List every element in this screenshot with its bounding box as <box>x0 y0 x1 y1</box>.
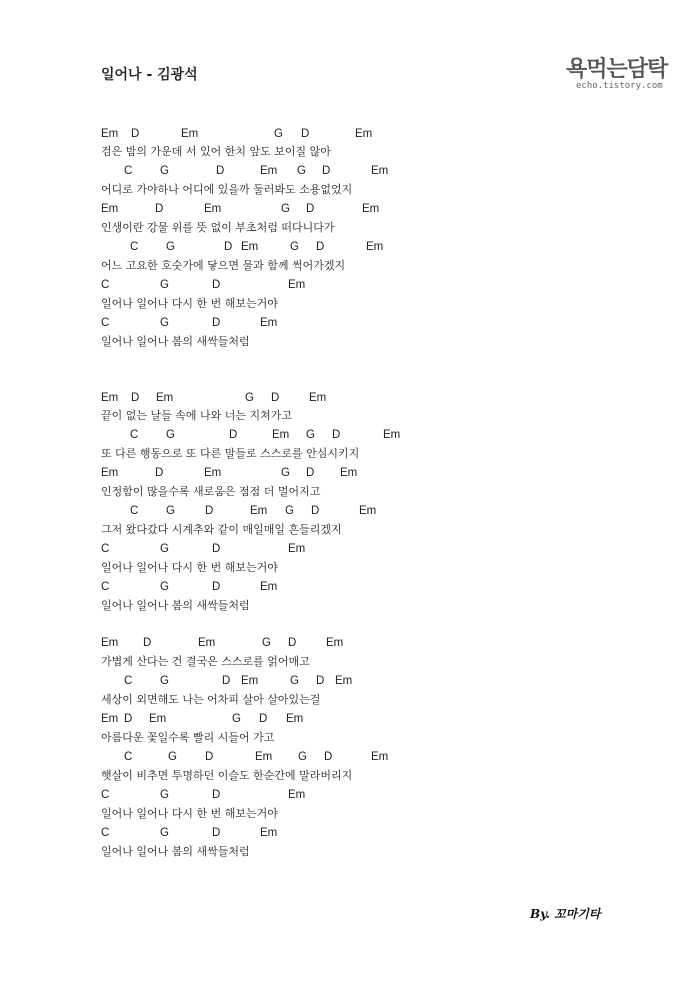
lyric-line: 일어나 일어나 봄의 새싹들처럼 <box>101 845 250 858</box>
chord-symbol: Em <box>359 505 377 517</box>
chord-symbol: G <box>160 827 169 839</box>
chord-symbol: D <box>271 392 280 404</box>
chord-symbol: G <box>290 675 299 687</box>
lyric-line: 세상이 외면해도 나는 어차피 살아 살아있는걸 <box>101 693 321 706</box>
chord-symbol: Em <box>288 543 306 555</box>
chord-symbol: D <box>316 241 325 253</box>
chord-symbol: G <box>160 317 169 329</box>
chord-symbol: Em <box>326 637 344 649</box>
author-signature: By. 꼬마기타 <box>530 907 601 921</box>
chord-symbol: G <box>166 505 175 517</box>
chord-symbol: G <box>285 505 294 517</box>
lyric-line: 끝이 없는 날들 속에 나와 너는 지쳐가고 <box>101 409 292 422</box>
chord-symbol: G <box>232 713 241 725</box>
chord-symbol: C <box>101 279 110 291</box>
chord-symbol: D <box>212 581 221 593</box>
chord-symbol: G <box>306 429 315 441</box>
chord-symbol: D <box>301 128 310 140</box>
chord-symbol: C <box>130 241 139 253</box>
chord-symbol: D <box>131 392 140 404</box>
chord-symbol: Em <box>101 467 119 479</box>
chord-symbol: Em <box>309 392 327 404</box>
lyric-line: 가볍게 산다는 건 결국은 스스로를 얽어매고 <box>101 655 310 668</box>
chord-symbol: Em <box>383 429 401 441</box>
chord-symbol: C <box>101 581 110 593</box>
chord-symbol: C <box>101 543 110 555</box>
chord-symbol: G <box>160 165 169 177</box>
chord-symbol: Em <box>181 128 199 140</box>
chord-symbol: Em <box>255 751 273 763</box>
lyric-line: 아름다운 꽃일수록 빨리 시들어 가고 <box>101 731 275 744</box>
chord-symbol: G <box>166 241 175 253</box>
chord-symbol: Em <box>204 467 222 479</box>
chord-symbol: D <box>322 165 331 177</box>
chord-symbol: D <box>222 675 231 687</box>
chord-symbol: D <box>259 713 268 725</box>
song-title: 일어나 - 김광석 <box>101 67 198 83</box>
chord-symbol: Em <box>101 392 119 404</box>
chord-symbol: G <box>281 467 290 479</box>
lyric-line: 또 다른 행동으로 또 다른 말들로 스스로를 안심시키지 <box>101 447 360 460</box>
lyric-line: 인정함이 많을수록 새로움은 점점 더 멀어지고 <box>101 485 321 498</box>
chord-symbol: Em <box>204 203 222 215</box>
logo-text: 욕먹는담탁 <box>566 57 668 82</box>
chord-symbol: C <box>124 675 133 687</box>
chord-symbol: G <box>274 128 283 140</box>
chord-symbol: C <box>124 165 133 177</box>
chord-symbol: Em <box>260 165 278 177</box>
chord-symbol: D <box>316 675 325 687</box>
chord-symbol: G <box>281 203 290 215</box>
chord-symbol: D <box>212 279 221 291</box>
chord-symbol: C <box>101 827 110 839</box>
chord-symbol: D <box>311 505 320 517</box>
chord-symbol: D <box>124 713 133 725</box>
chord-symbol: D <box>205 505 214 517</box>
chord-symbol: Em <box>288 789 306 801</box>
lyric-line: 어느 고요한 호숫가에 닿으면 물과 함께 썩어가겠지 <box>101 259 346 272</box>
chord-symbol: G <box>245 392 254 404</box>
chord-symbol: Em <box>260 317 278 329</box>
blog-logo <box>566 52 668 98</box>
logo-url: echo.tistory.com <box>576 81 663 91</box>
chord-symbol: D <box>332 429 341 441</box>
chord-symbol: Em <box>250 505 268 517</box>
chord-symbol: Em <box>260 581 278 593</box>
chord-symbol: G <box>290 241 299 253</box>
chord-symbol: D <box>212 317 221 329</box>
chord-symbol: Em <box>355 128 373 140</box>
chord-symbol: Em <box>371 751 389 763</box>
chord-symbol: D <box>155 203 164 215</box>
chord-symbol: Em <box>149 713 167 725</box>
chord-symbol: G <box>160 789 169 801</box>
chord-symbol: Em <box>101 128 119 140</box>
lyric-line: 햇살이 비추면 투명하던 이슬도 한순간에 말라버리지 <box>101 769 353 782</box>
chord-symbol: Em <box>156 392 174 404</box>
chord-symbol: D <box>131 128 140 140</box>
chord-symbol: G <box>160 581 169 593</box>
chord-symbol: Em <box>101 637 119 649</box>
chord-symbol: Em <box>101 713 119 725</box>
chord-symbol: D <box>216 165 225 177</box>
chord-symbol: G <box>160 279 169 291</box>
chord-symbol: Em <box>362 203 380 215</box>
chord-symbol: Em <box>340 467 358 479</box>
chord-symbol: Em <box>241 241 259 253</box>
lyric-line: 일어나 일어나 다시 한 번 해보는거야 <box>101 297 278 310</box>
lyric-line: 일어나 일어나 다시 한 번 해보는거야 <box>101 807 278 820</box>
lyric-line: 일어나 일어나 봄의 새싹들처럼 <box>101 599 250 612</box>
chord-symbol: G <box>160 675 169 687</box>
chord-symbol: C <box>130 505 139 517</box>
chord-symbol: D <box>143 637 152 649</box>
lyric-line: 어디로 가야하나 어디에 있을까 둘러봐도 소용없었지 <box>101 183 353 196</box>
chord-symbol: D <box>229 429 238 441</box>
chord-symbol: D <box>306 203 315 215</box>
chord-symbol: Em <box>288 279 306 291</box>
lyric-line: 인생이란 강물 위를 뜻 없이 부초처럼 떠다니다가 <box>101 221 335 234</box>
chord-symbol: Em <box>272 429 290 441</box>
lyric-line: 일어나 일어나 다시 한 번 해보는거야 <box>101 561 278 574</box>
chord-symbol: D <box>212 827 221 839</box>
chord-symbol: Em <box>101 203 119 215</box>
chord-symbol: C <box>101 789 110 801</box>
chord-symbol: G <box>262 637 271 649</box>
chord-symbol: D <box>288 637 297 649</box>
chord-symbol: G <box>168 751 177 763</box>
chord-symbol: D <box>212 789 221 801</box>
chord-symbol: D <box>224 241 233 253</box>
chord-symbol: Em <box>335 675 353 687</box>
chord-symbol: Em <box>198 637 216 649</box>
chord-symbol: G <box>297 165 306 177</box>
chord-symbol: Em <box>241 675 259 687</box>
chord-symbol: D <box>324 751 333 763</box>
chord-symbol: Em <box>371 165 389 177</box>
chord-symbol: C <box>101 317 110 329</box>
lyric-line: 일어나 일어나 봄의 새싹들처럼 <box>101 335 250 348</box>
lyric-line: 그저 왔다갔다 시계추와 같이 매일매일 흔들리겠지 <box>101 523 342 536</box>
chord-symbol: C <box>124 751 133 763</box>
chord-symbol: D <box>306 467 315 479</box>
chord-symbol: Em <box>286 713 304 725</box>
lyric-line: 검은 밤의 가운데 서 있어 한치 앞도 보이질 않아 <box>101 145 331 158</box>
chord-symbol: D <box>155 467 164 479</box>
chord-symbol: D <box>212 543 221 555</box>
chord-symbol: C <box>130 429 139 441</box>
chord-symbol: Em <box>260 827 278 839</box>
chord-symbol: G <box>160 543 169 555</box>
chord-symbol: G <box>298 751 307 763</box>
chord-symbol: D <box>205 751 214 763</box>
chord-symbol: Em <box>366 241 384 253</box>
chord-symbol: G <box>166 429 175 441</box>
